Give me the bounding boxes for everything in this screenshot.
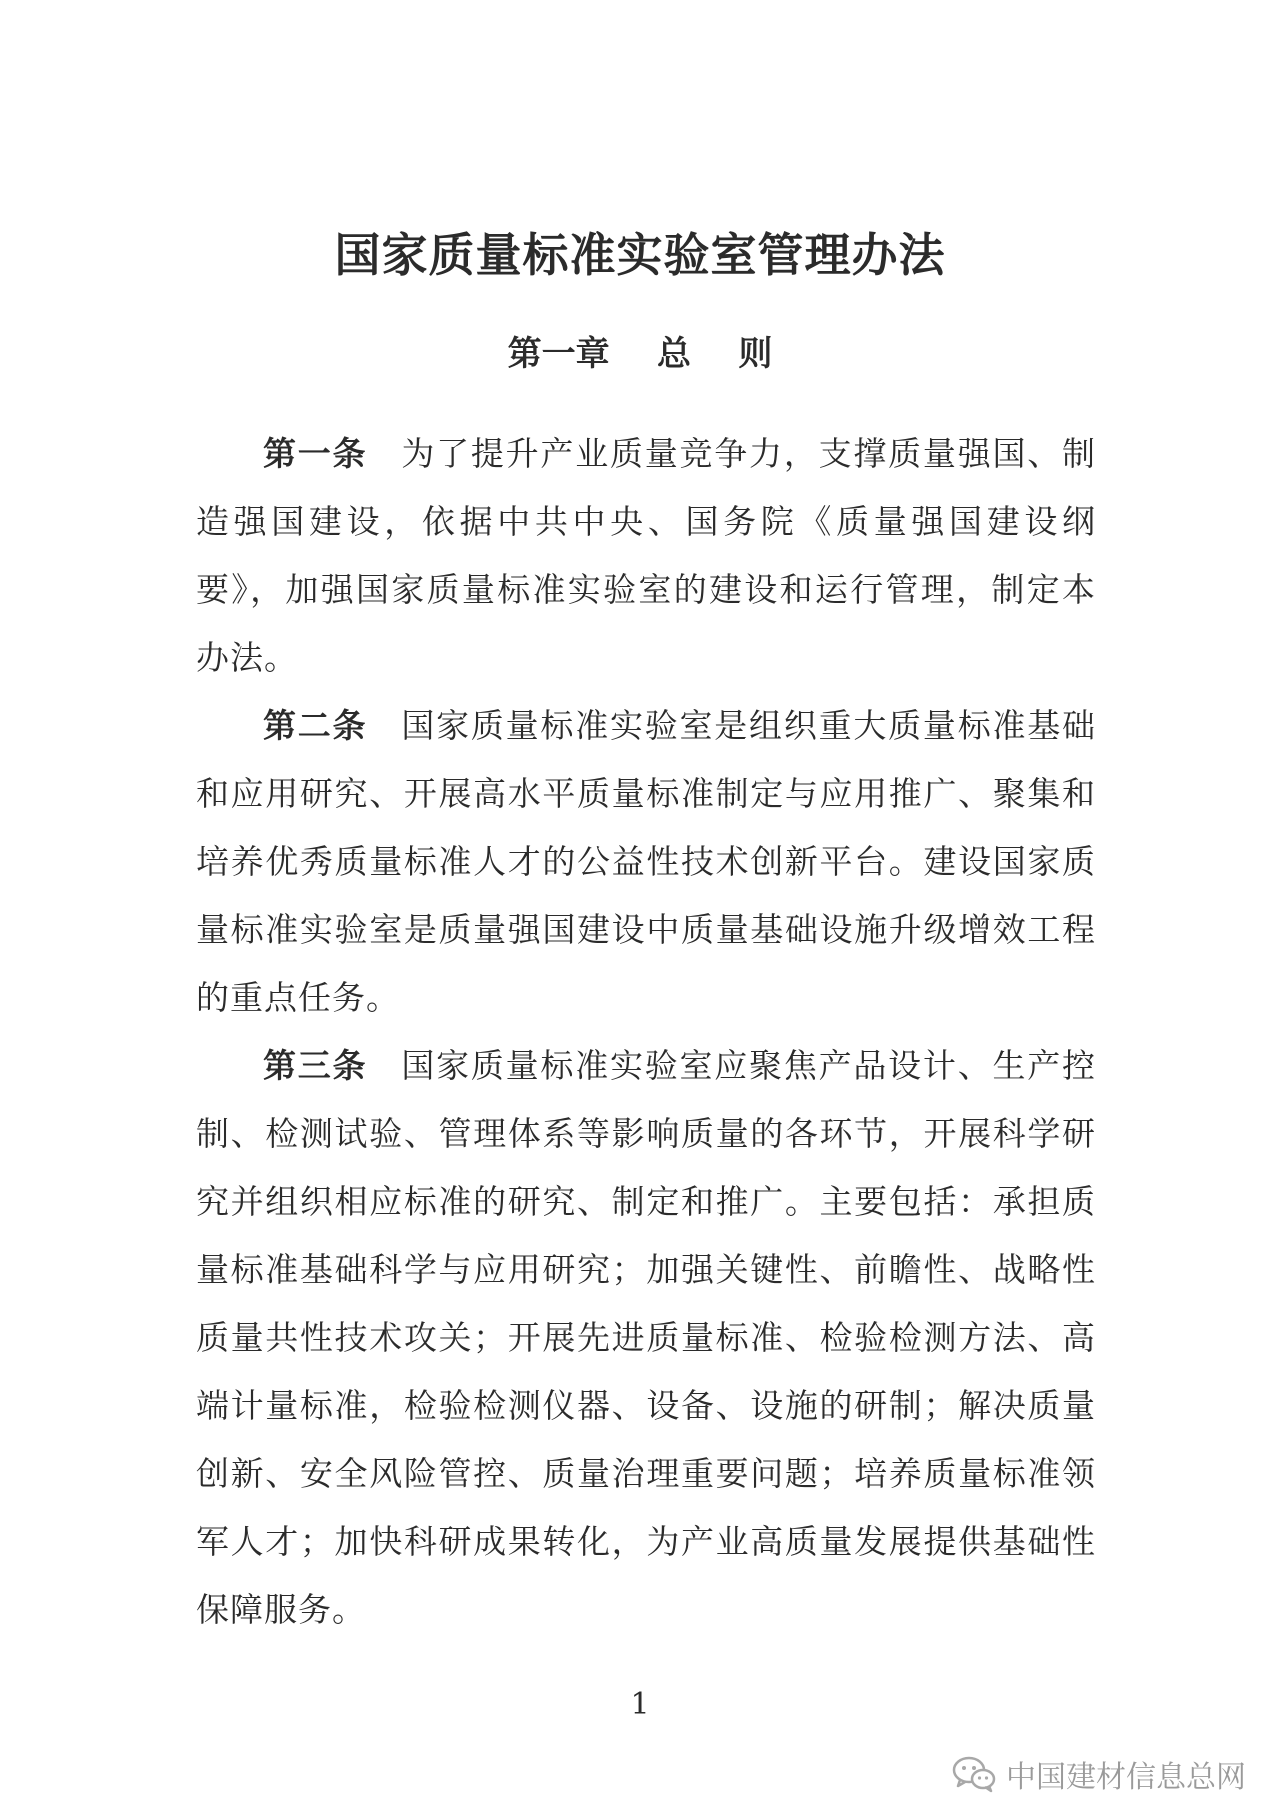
wechat-icon [952, 1755, 996, 1793]
chapter-heading: 第一章 总 则 [507, 334, 773, 374]
article-2 [196, 692, 1096, 1032]
document-body [196, 420, 1096, 1644]
page-number: 1 [630, 1687, 650, 1722]
article-3 [196, 1032, 1096, 1644]
watermark [952, 1752, 1246, 1796]
article-2-label: 第二条 [263, 706, 368, 745]
article-3-text: 国家质量标准实验室应聚焦产品设计、生产控制、检测试验、管理体系等影响质量的各环节，开展科学研究并组织相应标准的研究、制定和推广。主要包括：承担质量标准基础科学与应用研究；加强关键性、前瞻性、战略性质量共性技术攻关；开展先进质量标准、检验检测方法、高端计量标准，检验检测仪器、设备、设施的研制；解决质量创新、安全风险管控、质量治理重要问题；培养质量标准领军人才；加快科研成果转化，为产业高质量发展提供基础性保障服务。 [196, 1046, 1097, 1629]
article-1-label: 第一条 [263, 434, 368, 473]
watermark-text: 中国建材信息总网 [1006, 1760, 1246, 1795]
article-1-text: 为了提升产业质量竞争力，支撑质量强国、制造强国建设，依据中共中央、国务院《质量强国建设纲要》，加强国家质量标准实验室的建设和运行管理，制定本办法。 [196, 434, 1097, 677]
article-3-label: 第三条 [263, 1046, 368, 1085]
page-title: 国家质量标准实验室管理办法 [334, 228, 946, 282]
article-1 [196, 420, 1096, 692]
article-2-text: 国家质量标准实验室是组织重大质量标准基础和应用研究、开展高水平质量标准制定与应用推广、聚集和培养优秀质量标准人才的公益性技术创新平台。建设国家质量标准实验室是质量强国建设中质量基础设施升级增效工程的重点任务。 [196, 706, 1097, 1017]
